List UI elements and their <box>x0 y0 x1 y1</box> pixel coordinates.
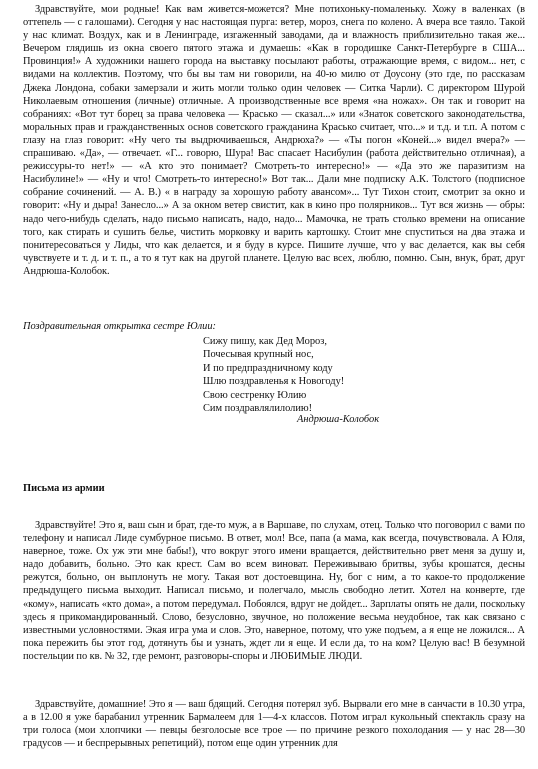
section-heading: Письма из армии <box>23 483 105 494</box>
greeting-poem <box>203 335 344 415</box>
poem-line: И по предпраздничному коду <box>203 362 333 374</box>
letter-paragraph-2: Здравствуйте! Это я, ваш сын и брат, где-то муж, а в Варшаве, по слухам, отец. Только что поговорил с вами по телефону и написал Лиде сумбурное письмо. В ответ, мол! Все, папа (а мама, как всегда, почувствовала. А Юля, наверное, тоже. Ох уж эти мне бабы!), что вокруг этого имени вращается, действительно рвет меня за душу и, надо добавить, больно. Это как крест. Сам во всем виноват. Переживываю бритвы, зубы крошатся, десны режутся, больно, он выплонуть не могу. Такая вот достоевщина. Ну, бог с ним, а то какое-то продолжение предыдущего письма выходит. Написал письмо, и полегчало, мысль свободно летит. Хотел на конверте, где «кому», написать «кто дома», а потом передумал. Побоялся, вдруг не дойдет... Зарплаты опять не дали, поскольку здесь я прикомандированный. Слово, безусловно, звучное, но положение весьма неудобное, так как связано с известными условностями. Экая игра ума и слов. Это, наверное, потому, что уже подъем, а я еще не ложился... А пока пережить бы этот год, дотянуть бы и узнать, ждет ли я еще. И если да, то на ком? Целую вас! В безумной постельции по кв. № 32, где ремонт, разговоры-споры и ЛЮБИМЫЕ ЛЮДИ. <box>23 520 525 662</box>
letter-paragraph-3: Здравствуйте, домашние! Это я — ваш бдящий. Сегодня потерял зуб. Вырвали его мне в санчасти в 10.30 утра, а в 12.00 я уже барабанил утренник Бармалеем для 1—4-х классов. Потом играл кукольный спектакль сразу на три голоса (мои хлопчики — певцы безголосые все трое — по причине резкого похолодания — у нас 28—30 градусов — и беспрерывных репетиций), потом еще один утренник для <box>23 699 525 750</box>
poem-line: Свою сестренку Юлию <box>203 389 307 401</box>
poem-line: Сижу пишу, как Дед Мороз, <box>203 336 327 347</box>
poem-line: Почесывая крупный нос, <box>203 349 314 361</box>
card-title: Поздравительная открытка сестре Юлии: <box>23 321 216 332</box>
poem-line: Шлю поздравленья к Новогоду! <box>203 376 345 388</box>
letter-paragraph-1: Здравствуйте, мои родные! Как вам живется-можется? Мне потихоньку-помаленьку. Хожу в валенках (в оттепель — с галошами). Сегодня у нас настоящая пурга: ветер, мороз, снега по колено. А вчера все таяло. Такой у нас климат. Воздух, как и в Ленинграде, изгаженный заводами, да и влажность приблизительно такая же... Вечером глядишь из окна своего пятого этажа и думаешь: «Как в городишке Санкт-Петербурге в США... Провинция!» А художники нашего города на выставку посылают работы, отражающие время, с видом... нет, с видами на коллектив. Поэтому, что бы вы там ни говорили, на 40-ю милю от Доусону (это где, по рассказам Джека Лондона, собаки замерзали и жить могли только один человек — Ситка Чарли). С директором Шурой Николаевым отношения (личные) отличные. А производственные все время «на ножах». Он так и говорит на собраниях: «Вот тут борец за права человека — Красько — сказал...» или «Знаток советского законодательства, моральных прав и гражданственных основ советского гражданина Красько считает, что...» и т.д. и т.п. А потом с глазу на глаз говорит: «Ну чего ты выдрючиваешься, Андрюха?» — «Ты погон «Коней...» видел вчера?» — спрашиваю. «Да», — отвечает. «Г... говорю, Шура! Вас спасает Насибулин (работа действительно отличная), а режиссуры-то нет!» — «А кто это понимает? Смотреть-то интересно!» — «Да это же паразитизм на Насибулине!» — «Ну и что! Смотреть-то интересно!» Вот так... Дали мне подписку А.К. Толстого (подписное собрание сочинений. — А. В.) « в награду за хорошую работу авансом»... Тут Тихон стоит, смотрит за окно и говорит: «Ну и дыра! Занесло...» А за окном ветер свистит, как в кино про полярников... Тут вся жизнь — обры: надо чего-нибудь сделать, надо письмо написать, надо, надо... Мамочка, не трать столько времени на описание того, как стирать и сушить белье, чистить морковку и варить картошку. Стоит мне спуститься на два этажа и понитересоваться у Лиды, что как делается, и я буду в курсе. Пишите лучше, что у вас делается, как вы себя чувствуете и т. д. и т. п., а то я тут как на другой планете. Целую вас всех, люблю, помню. Сын, внук, брат, друг Андрюша-Колобок. <box>23 4 525 277</box>
poem-line: Сим поздравлялилолию! <box>203 403 313 415</box>
poem-signature: Андрюша-Колобок <box>297 414 380 425</box>
